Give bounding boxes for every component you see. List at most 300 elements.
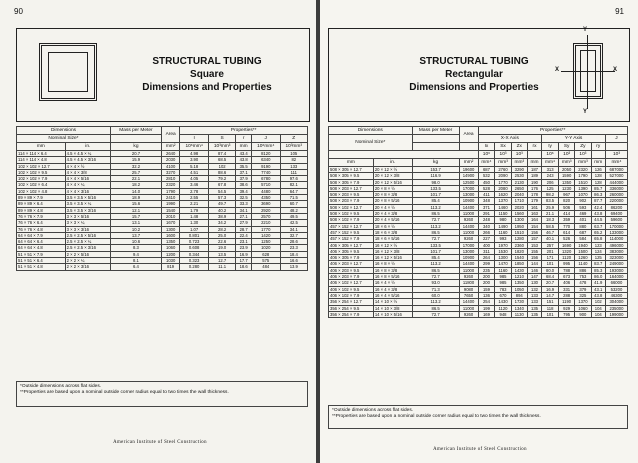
cell-mm: 102 × 102 × 12.7 [17,163,66,169]
cell-sy: 359 [559,217,575,223]
cell-i: 0.801 [180,232,209,238]
cell-i: 2.55 [180,195,209,201]
cell-in: 16 × 4 × ½ [373,280,412,286]
cell-ry: 104 [591,305,605,311]
cell-kg: 133.5 [412,242,459,248]
cell-in: 20 × 4 × 5/16 [373,217,412,223]
cell-zy: 880 [575,223,591,229]
cell-mm: 102 × 102 × 7.9 [17,176,66,182]
unit-cell: in. [373,159,412,167]
cell-ry: 43.8 [591,211,605,217]
cell-zx: 2130 [511,179,527,185]
area-subheader [459,143,478,151]
cell-mm: 508 × 102 × 9.5 [329,211,374,217]
cell-mm: 508 × 305 × 12.7 [329,167,374,173]
cell-kg: 86.5 [412,211,459,217]
cell-rx: 133 [527,299,541,305]
cell-in: 2.5 × 2.5 × 5/16 [65,232,110,238]
col-J-subheader [605,143,627,151]
cell-a: 2030 [161,157,179,163]
exp-blank [329,151,479,159]
cell-mm: 508 × 203 × 7.9 [329,198,374,204]
cell-rx: 157 [527,236,541,242]
cell-mm: 508 × 102 × 12.7 [329,204,374,210]
cell-ix: 371 [478,204,495,210]
cell-i: 2.21 [180,201,209,207]
cell-a: 1200 [161,251,179,257]
cell-r: 37.1 [236,169,252,175]
cell-ix: 311 [478,248,495,254]
unit-cell: mm⁴ [478,159,495,167]
cell-sy: 331 [559,286,575,292]
cell-a: 1030 [161,258,179,264]
cell-ry: 125 [591,255,605,261]
page-number: 90 [14,7,23,16]
cell-mm: 406 × 102 × 9.5 [329,286,374,292]
cell-iy: 101 [542,311,559,317]
cell-mm: 457 × 152 × 12.7 [329,223,374,229]
cell-a: 2640 [161,151,179,157]
footnote-2: **Properties are based upon a nominal outside corner radius equal to two times the wall thickness. [332,414,541,419]
cell-j: 53200 [605,286,627,292]
cell-kg: 25.7 [110,169,161,175]
cell-zx: 1210 [511,274,527,280]
cell-mm: 356 × 254 × 12.7 [329,299,374,305]
cell-sy: 820 [559,198,575,204]
cell-mm: 89 × 89 × 4.8 [17,207,66,213]
cell-mm: 51 × 51 × 4.8 [17,264,66,270]
cell-zy: 325 [575,292,591,298]
cell-j: 336000 [605,185,627,191]
footnote-2: **Properties are based upon a nominal outside corner radius equal to two times the wall thickness. [20,390,229,395]
cell-a: 4100 [161,163,179,169]
square-tube-section-icon [39,43,97,101]
cell-in: 20 × 12 × 3/8 [373,173,412,179]
exp-cell: 10³ [605,151,627,159]
cell-kg: 72.7 [412,236,459,242]
col-Zy-header: Zy [575,143,591,151]
cell-sy: 1320 [559,248,575,254]
col-Sx-header: Sx [495,143,511,151]
publisher-footer: American Institute of Steel Construction [113,440,207,445]
mass-subheader-2 [412,143,459,151]
cell-ix: 169 [478,311,495,317]
mass-subheader [110,135,161,143]
cell-a: 9260 [459,274,478,280]
cell-sx: 1770 [495,179,511,185]
cell-a: 10900 [459,255,478,261]
axis-label-x-left: X [555,67,560,73]
cell-in: 16 × 8 × 5/16 [373,274,412,280]
cell-j: 66000 [605,280,627,286]
cell-j: 199000 [605,311,627,317]
cell-kg: 14.0 [110,188,161,194]
cell-iy: 21.1 [542,211,559,217]
cell-sy: 967 [559,192,575,198]
cell-j: 2920 [251,207,280,213]
cell-j: 5710 [251,182,280,188]
cell-ix: 687 [478,167,495,173]
cell-in: 20 × 4 × ½ [373,204,412,210]
cell-j: 9190 [251,163,280,169]
cell-mm: 76 × 76 × 4.8 [17,226,66,232]
cell-sx: 2080 [495,185,511,191]
cell-mm: 114 × 114 × 6.4 [17,151,66,157]
cell-ry: 128 [591,179,605,185]
cell-zx: 1130 [511,311,527,317]
cell-ix: 200 [478,280,495,286]
cell-j: 7740 [251,169,280,175]
cell-rx: 147 [527,274,541,280]
cell-zx: 1710 [511,198,527,204]
col-ry-header: ry [591,143,605,151]
cell-rx: 187 [527,167,541,173]
col-Iy-header: Iy [542,143,559,151]
cell-in: 20 × 8 × ½ [373,185,412,191]
cell-mm: 102 × 102 × 9.5 [17,169,66,175]
cell-in: 20 × 12 × ½ [373,167,412,173]
cell-rx: 176 [527,185,541,191]
cell-sy: 1590 [559,173,575,179]
cell-rx: 146 [527,267,541,273]
cell-zx: 1280 [511,236,527,242]
cell-r: 27.9 [236,220,252,226]
cell-ix: 291 [478,211,495,217]
cell-s: 49.7 [208,201,235,207]
cell-r: 22.4 [236,232,252,238]
cell-ry: 63.7 [591,223,605,229]
cell-mm: 406 × 203 × 9.5 [329,267,374,273]
cell-kg: 6.4 [110,264,161,270]
cell-j: 114000 [605,236,627,242]
cell-in: 14 × 10 × ½ [373,299,412,305]
cell-a: 7650 [459,292,478,298]
unit-cell: mm [17,143,66,151]
cell-mm: 356 × 254 × 9.5 [329,305,374,311]
cell-j: 4480 [251,188,280,194]
cell-ry: 87.7 [591,198,605,204]
col-Ix-header: Ix [478,143,495,151]
cell-kg: 116.9 [412,173,459,179]
cell-mm: 457 × 152 × 9.5 [329,229,374,235]
yy-axis-header: Y-Y Axis [542,135,606,143]
cell-j: 69400 [605,211,627,217]
cell-r: 23.9 [236,245,252,251]
cell-rx: 164 [527,217,541,223]
cell-iy: 313 [542,167,559,173]
unit-cell: 10³mm³ [208,143,235,151]
cell-j: 6780 [251,176,280,182]
cell-in: 2.5 × 2.5 × 3/16 [65,245,110,251]
cell-in: 16 × 12 × 3/8 [373,248,412,254]
cell-ix: 411 [478,192,495,198]
cell-in: 2 × 2 × ¼ [65,258,110,264]
cell-kg: 8.1 [110,258,161,264]
cell-zx: 1950 [511,223,527,229]
cell-kg: 18.9 [110,195,161,201]
area-header: Area [459,127,478,143]
cell-i: 4.51 [180,169,209,175]
cell-kg: 153.7 [412,167,459,173]
title-line-3: Dimensions and Properties [142,82,272,93]
cell-iy: 257 [542,242,559,248]
cell-rx: 155 [527,248,541,254]
cell-rx: 161 [527,204,541,210]
cell-i: 4.98 [180,151,209,157]
cell-zx: 894 [511,292,527,298]
cell-ry: 42.4 [591,204,605,210]
cell-mm: 356 × 254 × 7.9 [329,311,374,317]
cell-kg: 71.3 [412,286,459,292]
cell-z: 42.5 [280,220,307,226]
cell-in: 20 × 8 × 3/8 [373,192,412,198]
cell-in: 16 × 8 × ½ [373,261,412,267]
cell-j: 1250 [251,239,280,245]
xx-axis-header: X-X Axis [478,135,542,143]
cell-ry: 124 [591,248,605,254]
cell-j: 2570 [251,213,280,219]
cell-a: 11000 [459,267,478,273]
mass-subheader [412,135,459,143]
cell-s: 40.2 [208,207,235,213]
cell-j: 628 [251,251,280,257]
cell-mm: 64 × 64 × 4.8 [17,245,66,251]
cell-kg: 72.7 [412,217,459,223]
cell-sy: 929 [559,305,575,311]
title-line-1: STRUCTURAL TUBING [419,56,529,67]
cell-iy: 118 [542,305,559,311]
cell-s: 38.9 [208,213,235,219]
cell-zx: 1510 [511,229,527,235]
cell-zx: 2360 [511,242,527,248]
cell-ix: 235 [478,267,495,273]
cell-mm: 406 × 203 × 12.7 [329,261,374,267]
dimensions-header: Dimensions [17,127,111,135]
cell-zy: 1370 [575,299,591,305]
cell-kg: 113.2 [412,261,459,267]
cell-sy: 1690 [559,242,575,248]
cell-mm: 508 × 203 × 9.5 [329,192,374,198]
cell-a: 9260 [459,217,478,223]
cell-ry: 123 [591,242,605,248]
cell-r: 33.3 [236,201,252,207]
cell-zy: 401 [575,217,591,223]
cell-iy: 46.7 [542,229,559,235]
cell-a: 10900 [459,198,478,204]
units-row [329,159,628,167]
cell-zx: 1730 [511,299,527,305]
cell-sx: 1620 [495,192,511,198]
cell-r: 39.4 [236,188,252,194]
unit-cell: mm [591,159,605,167]
cell-zy: 1390 [575,185,591,191]
cell-in: 18 × 6 × 3/8 [373,229,412,235]
exp-cell [527,151,541,159]
cell-j: 1020 [251,245,280,251]
cell-kg: 133.5 [412,185,459,191]
cell-iy: 40.1 [542,236,559,242]
cell-r: 34.1 [236,207,252,213]
page-title [389,55,559,94]
unit-cell: mm [329,159,374,167]
cell-j: 687000 [605,167,627,173]
cell-j: 1770 [251,226,280,232]
cell-zx: 1350 [511,280,527,286]
cell-ry: 86.3 [591,192,605,198]
cell-kg: 9.4 [110,251,161,257]
cell-mm: 406 × 102 × 7.9 [329,292,374,298]
cell-zy: 900 [575,311,591,317]
col-S-header: S [208,135,235,143]
cell-kg: 15.6 [110,201,161,207]
cell-a: 11000 [459,211,478,217]
cell-zy: 469 [575,211,591,217]
square-tubing-table [16,126,308,271]
cell-iy: 125 [542,185,559,191]
cell-z: 34.1 [280,226,307,232]
cell-z: 60.7 [280,201,307,207]
cell-sy: 673 [559,274,575,280]
cell-j: 575 [251,258,280,264]
cell-in: 4 × 4 × ¼ [65,182,110,188]
unit-cell: mm⁴ [605,159,627,167]
cell-zy: 687 [575,229,591,235]
cell-kg: 101.7 [412,248,459,254]
cell-zx: 2650 [511,185,527,191]
cell-zy: 1940 [575,242,591,248]
cell-r: 23.1 [236,239,252,245]
cell-mm: 406 × 305 × 9.5 [329,248,374,254]
cell-r: 35.5 [236,163,252,169]
cell-kg: 86.5 [412,305,459,311]
cell-sx: 2090 [495,173,511,179]
cell-a: 9080 [459,286,478,292]
cell-z: 16.6 [280,258,307,264]
cell-sy: 788 [559,267,575,273]
cell-ix: 254 [478,299,495,305]
cell-sy: 2050 [559,167,575,173]
rectangular-tube-section-icon [573,43,603,99]
cell-kg: 85.4 [412,198,459,204]
cell-ry: 41.9 [591,280,605,286]
cell-iy: 201 [542,248,559,254]
cell-sx: 2760 [495,167,511,173]
cell-sy: 414 [559,211,575,217]
cell-kg: 101.7 [412,192,459,198]
cell-i: 0.608 [180,245,209,251]
cell-ix: 264 [478,255,495,261]
cell-a: 2410 [161,195,179,201]
cell-a: 19600 [459,167,478,173]
cell-z: 82.1 [280,182,307,188]
cell-s: 102 [208,163,235,169]
cell-i: 4.05 [180,176,209,182]
cell-zx: 1430 [511,267,527,273]
cell-iy: 98.2 [542,192,559,198]
cell-in: 3.5 × 3.5 × 3/16 [65,207,110,213]
cell-zy: 593 [575,204,591,210]
cell-iy: 25.9 [542,204,559,210]
cell-a: 17000 [459,185,478,191]
cell-z: 111 [280,169,307,175]
cell-kg: 8.3 [110,245,161,251]
unit-cell: kg [412,159,459,167]
cell-mm: 64 × 64 × 7.9 [17,232,66,238]
cell-s: 34.2 [208,220,235,226]
cell-kg: 12.1 [110,207,161,213]
cell-a: 9260 [459,236,478,242]
cell-in: 4 × 4 × 5/16 [65,176,110,182]
cell-a: 2010 [161,213,179,219]
cell-r: 38.6 [236,182,252,188]
cell-ix: 200 [478,274,495,280]
cell-sy: 406 [559,280,575,286]
unit-cell: 10⁶mm⁴ [180,143,209,151]
units-row [17,143,308,151]
cell-j: 46300 [605,292,627,298]
cell-iy: 68.4 [542,274,559,280]
nominal-size-header: Nominal Size* [329,135,413,151]
cell-j: 2210 [251,220,280,226]
cell-i: 1.30 [180,220,209,226]
cell-sy: 1120 [559,255,575,261]
cell-a: 14400 [459,299,478,305]
cell-kg: 86.5 [412,229,459,235]
cell-sy: 770 [559,223,575,229]
page-title [117,55,297,94]
cell-in: 4 × 4 × 3/16 [65,188,110,194]
col-Z-header: Z [280,135,307,143]
cell-ix: 400 [478,242,495,248]
cell-zy: 584 [575,236,591,242]
cell-j: 496000 [605,242,627,248]
cell-sx: 980 [495,217,511,223]
axis-label-y-bottom: Y [583,109,588,115]
cell-ry: 65.8 [591,236,605,242]
cell-j: 304000 [605,299,627,305]
cell-i: 3.46 [180,182,209,188]
cell-in: 20 × 8 × 5/16 [373,198,412,204]
cell-mm: 406 × 305 × 12.7 [329,242,374,248]
cell-iy: 83.5 [542,198,559,204]
cell-s: 87.4 [208,151,235,157]
col-Sy-header: Sy [559,143,575,151]
cell-rx: 156 [527,255,541,261]
cell-sy: 1230 [559,185,575,191]
cell-a: 1600 [161,232,179,238]
axis-label-y-top: Y [583,27,588,33]
cell-ry: 128 [591,173,605,179]
cell-zx: 1050 [511,286,527,292]
cell-ry: 85.7 [591,185,605,191]
cell-a: 1990 [161,201,179,207]
cell-s: 88.6 [208,169,235,175]
cell-sx: 783 [495,286,511,292]
mass-header: Mass per Meter [110,127,161,135]
cell-zx: 2040 [511,192,527,198]
cell-ry: 104 [591,311,605,317]
cell-ix: 227 [478,236,495,242]
unit-cell: mm² [459,159,478,167]
cell-j: 86200 [605,204,627,210]
cell-iy: 206 [542,179,559,185]
cell-ix: 340 [478,223,495,229]
cell-j: 6340 [251,157,280,163]
cell-in: 4.5 × 4.5 × 3/16 [65,157,110,163]
cell-iy: 80.0 [542,267,559,273]
cell-zy: 1500 [575,248,591,254]
cell-zx: 1850 [511,261,527,267]
